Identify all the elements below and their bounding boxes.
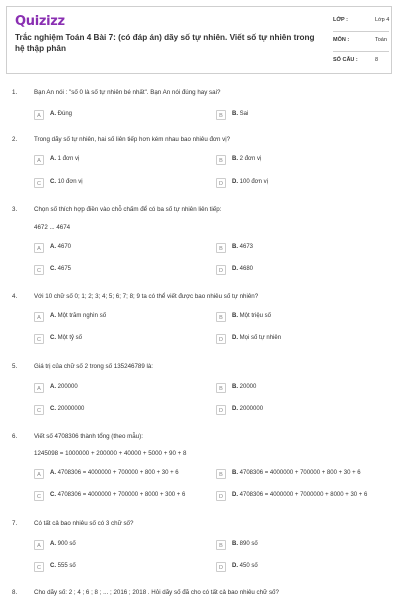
option-d[interactable] [216, 491, 396, 503]
option-a[interactable] [34, 540, 204, 552]
question-extra-line: 1245098 = 1000000 + 200000 + 40000 + 5000 + 90 + 8 [34, 450, 187, 457]
question-number: 8. [12, 589, 18, 596]
option-c[interactable] [34, 491, 204, 503]
question-number: 4. [12, 293, 18, 300]
question-number: 7. [12, 520, 18, 527]
option-letter: A. [50, 384, 56, 390]
worksheet-header [6, 6, 392, 74]
question-text: Viết số 4708306 thành tổng (theo mẫu): [34, 433, 143, 440]
meta-value: Lớp 4 [375, 17, 390, 23]
question-number: 2. [12, 136, 18, 143]
option-text: 4708306 = 4000000 + 700000 + 8000 + 300 + 6 [57, 492, 186, 498]
option-a[interactable] [34, 110, 204, 122]
option-a[interactable] [34, 383, 204, 395]
option-text: 4680 [239, 266, 254, 272]
option-b[interactable] [216, 540, 396, 552]
option-key-box: D [216, 491, 226, 501]
option-letter: D. [232, 335, 238, 341]
option-key-box: C [34, 178, 44, 188]
option-letter: A. [50, 313, 56, 319]
option-key-box: D [216, 178, 226, 188]
option-a[interactable] [34, 155, 204, 167]
option-letter: C. [50, 266, 56, 272]
option-text: 4675 [57, 266, 72, 272]
option-text: 20000000 [57, 406, 85, 412]
option-a[interactable] [34, 243, 204, 255]
quizizz-logo: Quizizz [15, 14, 65, 29]
meta-row-count [333, 55, 389, 71]
meta-label: LỚP : [333, 17, 348, 23]
option-key-box: C [34, 562, 44, 572]
question-text: Trong dãy số tự nhiên, hai số liên tiếp hơn kém nhau bao nhiêu đơn vị? [34, 136, 231, 143]
option-text: 2000000 [239, 406, 264, 412]
question-number: 6. [12, 433, 18, 440]
option-letter: A. [50, 470, 56, 476]
option-key-box: B [216, 155, 226, 165]
option-key-box: C [34, 265, 44, 275]
option-text: Sai [239, 111, 249, 117]
option-key-box: B [216, 540, 226, 550]
option-letter: D. [232, 492, 238, 498]
option-letter: C. [50, 179, 56, 185]
option-a[interactable] [34, 312, 204, 324]
option-key-box: A [34, 540, 44, 550]
option-letter: D. [232, 406, 238, 412]
option-letter: B. [232, 111, 238, 117]
option-text: 4708306 = 4000000 + 7000000 + 8000 + 30 + 6 [239, 492, 368, 498]
option-letter: A. [50, 111, 56, 117]
option-text: Một trăm nghìn số [57, 313, 107, 319]
option-letter: B. [232, 541, 238, 547]
option-text: 4708306 = 4000000 + 700000 + 800 + 30 + 6 [57, 470, 179, 476]
option-text: 890 số [239, 541, 258, 547]
option-letter: B. [232, 156, 238, 162]
option-key-box: A [34, 243, 44, 253]
option-letter: B. [232, 313, 238, 319]
option-key-box: D [216, 334, 226, 344]
option-text: 200000 [57, 384, 78, 390]
question-extra-line: 4672 ... 4674 [34, 224, 71, 231]
option-key-box: B [216, 383, 226, 393]
option-letter: B. [232, 244, 238, 250]
option-letter: A. [50, 156, 56, 162]
option-c[interactable] [34, 178, 204, 190]
option-text: 100 đơn vị [239, 179, 268, 185]
option-c[interactable] [34, 334, 204, 346]
option-letter: D. [232, 179, 238, 185]
option-key-box: B [216, 312, 226, 322]
meta-value: Toán [375, 37, 387, 43]
option-d[interactable] [216, 562, 396, 574]
option-key-box: C [34, 491, 44, 501]
option-c[interactable] [34, 265, 204, 277]
question-number: 1. [12, 89, 18, 96]
option-letter: D. [232, 266, 238, 272]
option-b[interactable] [216, 243, 396, 255]
option-text: 450 số [239, 563, 258, 569]
option-b[interactable] [216, 155, 396, 167]
option-d[interactable] [216, 265, 396, 277]
question-text: Cho dãy số: 2 ; 4 ; 6 ; 8 ; ... ; 2016 ; 2018 . Hỏi dãy số đã cho có tất cả bao nhiêu chữ số? [34, 589, 279, 596]
option-b[interactable] [216, 110, 396, 122]
option-letter: B. [232, 470, 238, 476]
option-c[interactable] [34, 405, 204, 417]
option-text: 2 đơn vị [239, 156, 262, 162]
option-text: 900 số [57, 541, 76, 547]
question-text: Với 10 chữ số 0; 1; 2; 3; 4; 5; 6; 7; 8; 9 ta có thể viết được bao nhiêu số tự nhiên? [34, 293, 259, 300]
option-key-box: B [216, 469, 226, 479]
question-text: Chọn số thích hợp điền vào chỗ chấm để có ba số tự nhiên liên tiếp: [34, 206, 222, 213]
option-key-box: A [34, 155, 44, 165]
option-key-box: B [216, 243, 226, 253]
option-letter: C. [50, 563, 56, 569]
option-letter: C. [50, 406, 56, 412]
option-text: Một triệu số [239, 313, 272, 319]
question-number: 3. [12, 206, 18, 213]
option-letter: B. [232, 384, 238, 390]
option-text: Một tỷ số [57, 335, 83, 341]
option-c[interactable] [34, 562, 204, 574]
option-text: 4708306 = 4000000 + 700000 + 800 + 30 + 6 [239, 470, 361, 476]
option-b[interactable] [216, 383, 396, 395]
option-b[interactable] [216, 469, 396, 481]
option-key-box: A [34, 312, 44, 322]
question-text: Bạn An nói : "số 0 là số tự nhiên bé nhất". Bạn An nói đúng hay sai? [34, 89, 221, 96]
option-text: 10 đơn vị [57, 179, 83, 185]
option-text: 1 đơn vị [57, 156, 80, 162]
option-key-box: A [34, 110, 44, 120]
meta-row-class [333, 15, 389, 32]
option-key-box: D [216, 265, 226, 275]
option-key-box: A [34, 469, 44, 479]
option-d[interactable] [216, 334, 396, 346]
option-key-box: D [216, 562, 226, 572]
option-b[interactable] [216, 312, 396, 324]
option-d[interactable] [216, 405, 396, 417]
meta-value: 8 [375, 57, 379, 63]
option-letter: C. [50, 492, 56, 498]
meta-label: SỐ CÂU : [333, 57, 358, 63]
question-text: Có tất cả bao nhiêu số có 3 chữ số? [34, 520, 134, 527]
option-text: 20000 [239, 384, 257, 390]
option-text: 4673 [239, 244, 254, 250]
option-key-box: D [216, 405, 226, 415]
option-letter: A. [50, 541, 56, 547]
meta-label: MÔN : [333, 37, 350, 43]
option-key-box: A [34, 383, 44, 393]
option-text: 555 số [57, 563, 76, 569]
option-key-box: B [216, 110, 226, 120]
question-number: 5. [12, 363, 18, 370]
worksheet-meta [333, 15, 389, 74]
option-text: Mọi số tự nhiên [239, 335, 282, 341]
option-a[interactable] [34, 469, 204, 481]
option-key-box: C [34, 405, 44, 415]
option-text: 4670 [57, 244, 72, 250]
option-letter: D. [232, 563, 238, 569]
meta-row-subject [333, 35, 389, 52]
option-d[interactable] [216, 178, 396, 190]
worksheet-title: Trắc nghiệm Toán 4 Bài 7: (có đáp án) dãy số tự nhiên. Viết số tự nhiên trong hệ thập phân [15, 33, 315, 53]
option-key-box: C [34, 334, 44, 344]
question-text: Giá trị của chữ số 2 trong số 135246789 là: [34, 363, 154, 370]
option-letter: A. [50, 244, 56, 250]
option-text: Đúng [57, 111, 73, 117]
option-letter: C. [50, 335, 56, 341]
